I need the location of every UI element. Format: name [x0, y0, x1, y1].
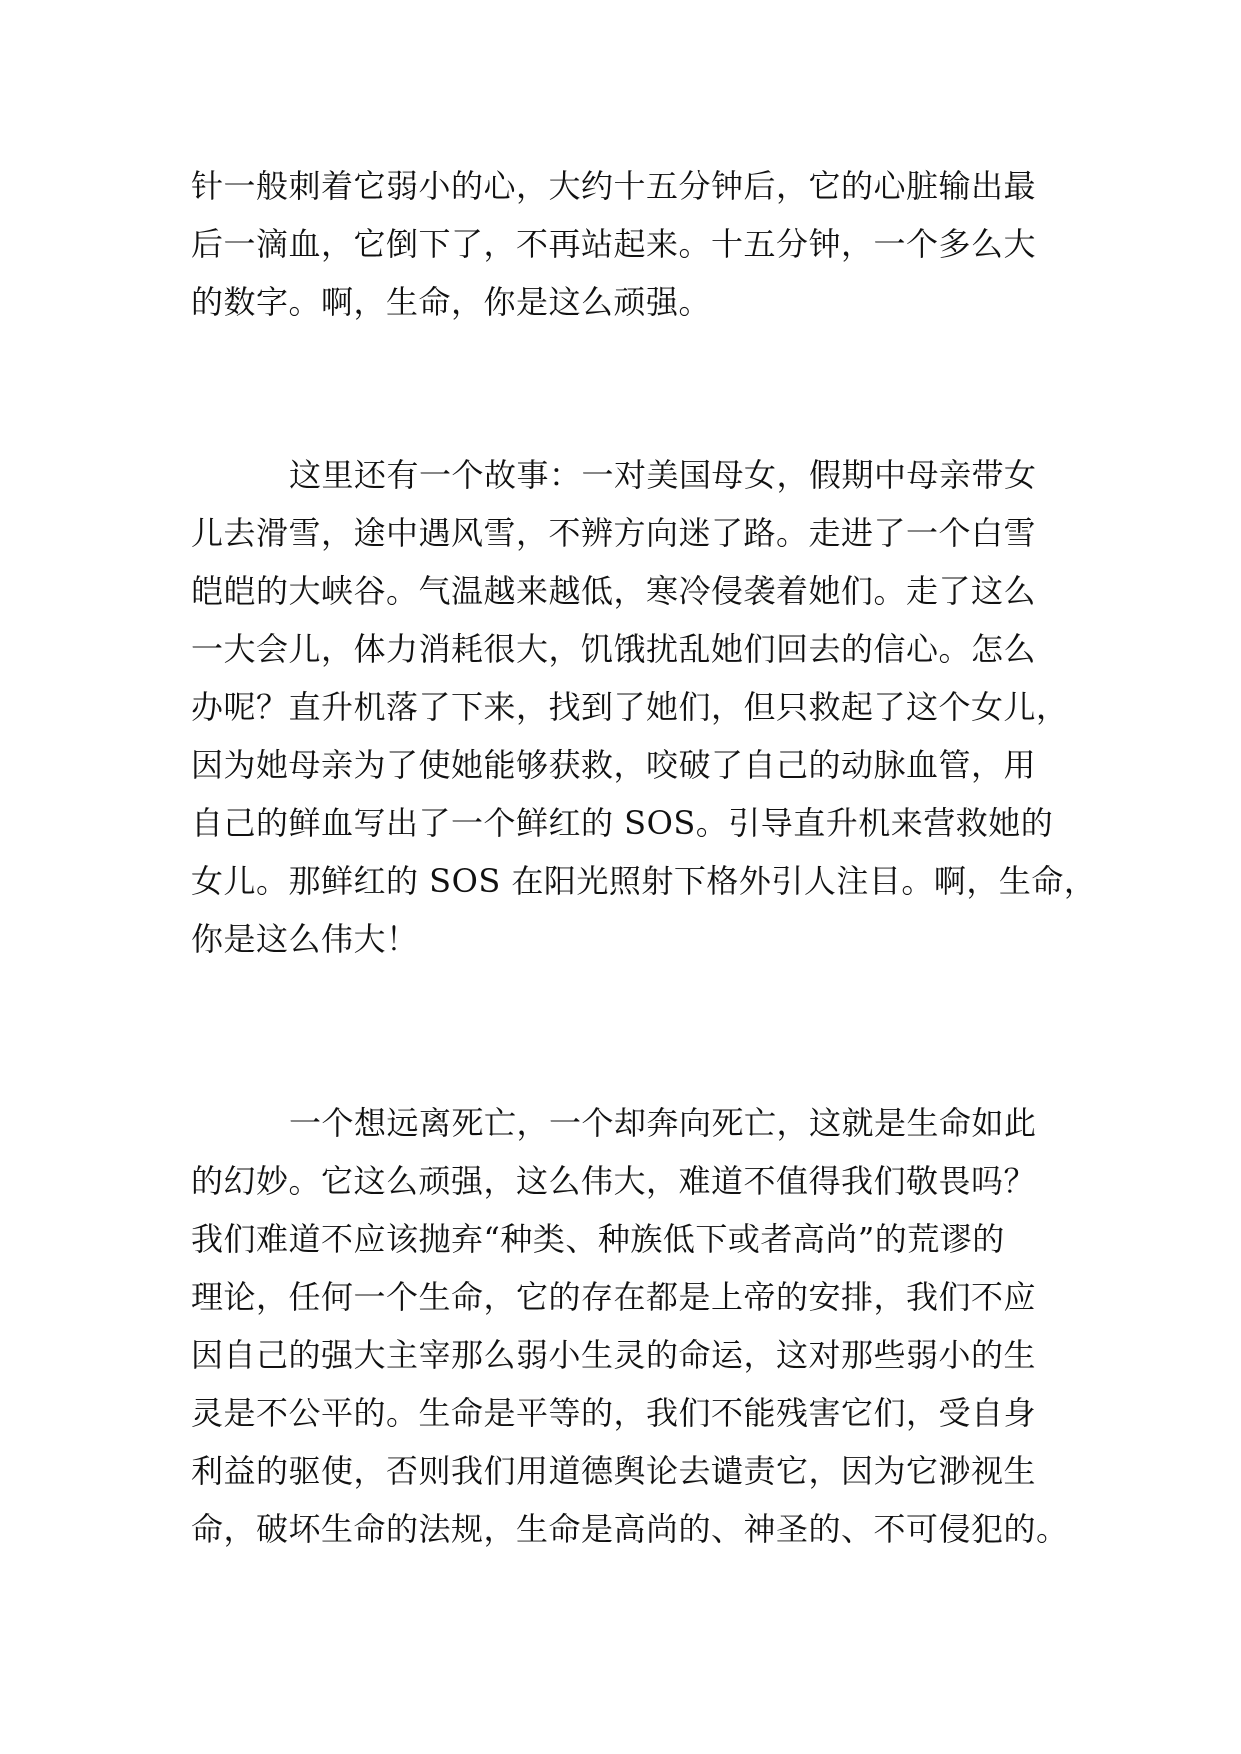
paragraph-line: 自己的鲜血写出了一个鲜红的 SOS。引导直升机来营救她的: [191, 804, 1054, 842]
paragraph-line: 一个想远离死亡，一个却奔向死亡，这就是生命如此: [289, 1104, 1037, 1142]
paragraph-line: 的数字。啊，生命，你是这么顽强。: [191, 283, 712, 321]
paragraph-2: [191, 446, 1097, 968]
paragraph-line: 后一滴血，它倒下了，不再站起来。十五分钟，一个多么大: [191, 225, 1037, 263]
paragraph-line: 办呢？直升机落了下来，找到了她们，但只救起了这个女儿，: [191, 688, 1069, 726]
paragraph-line: 皑皑的大峡谷。气温越来越低，寒冷侵袭着她们。走了这么: [191, 572, 1037, 610]
paragraph-line: 你是这么伟大！: [191, 920, 419, 958]
paragraph-line: 因自己的强大主宰那么弱小生灵的命运，这对那些弱小的生: [191, 1336, 1037, 1374]
paragraph-line: 利益的驱使，否则我们用道德舆论去谴责它，因为它渺视生: [191, 1452, 1037, 1490]
paragraph-line: 灵是不公平的。生命是平等的，我们不能残害它们，受自身: [191, 1394, 1037, 1432]
paragraph-1: [191, 157, 1061, 331]
paragraph-line: 这里还有一个故事：一对美国母女，假期中母亲带女: [289, 456, 1037, 494]
paragraph-line: 我们难道不应该抛弃“种类、种族低下或者高尚”的荒谬的: [191, 1220, 1005, 1258]
paragraph-line: 命，破坏生命的法规，生命是高尚的、神圣的、不可侵犯的。: [191, 1510, 1069, 1548]
paragraph-line: 一大会儿，体力消耗很大，饥饿扰乱她们回去的信心。怎么: [191, 630, 1037, 668]
paragraph-line: 理论，任何一个生命，它的存在都是上帝的安排，我们不应: [191, 1278, 1037, 1316]
paragraph-line: 女儿。那鲜红的 SOS 在阳光照射下格外引人注目。啊，生命，: [191, 862, 1097, 900]
paragraph-line: 因为她母亲为了使她能够获救，咬破了自己的动脉血管，用: [191, 746, 1037, 784]
paragraph-line: 儿去滑雪，途中遇风雪，不辨方向迷了路。走进了一个白雪: [191, 514, 1037, 552]
paragraph-line: 的幻妙。它这么顽强，这么伟大，难道不值得我们敬畏吗？: [191, 1162, 1037, 1200]
paragraph-line: 针一般刺着它弱小的心，大约十五分钟后，它的心脏输出最: [191, 167, 1037, 205]
paragraph-3: [191, 1094, 1069, 1558]
